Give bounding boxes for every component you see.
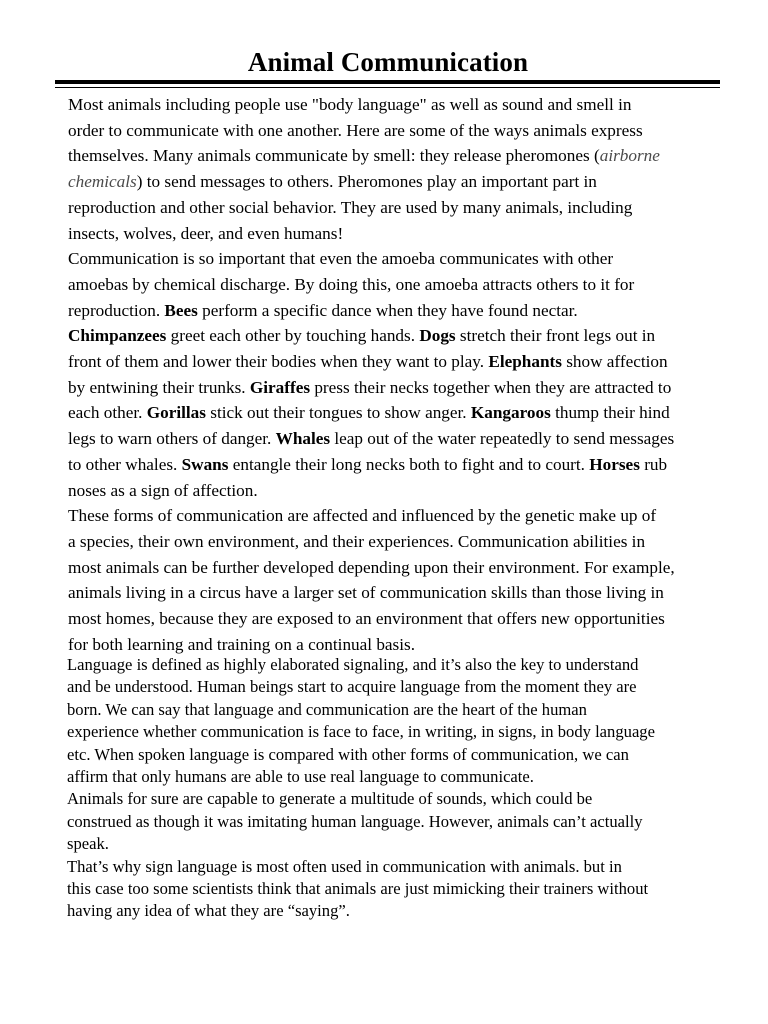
text-line: [53, 721, 728, 743]
text-line: [53, 298, 728, 324]
text-run: to other whales.: [68, 454, 182, 474]
text-line: [53, 744, 728, 766]
text-line: [53, 654, 728, 676]
text-run: by entwining their trunks.: [68, 377, 250, 397]
text-run: having any idea of what they are “saying”.: [67, 901, 350, 921]
text-line: [53, 323, 728, 349]
bold-term: Chimpanzees: [68, 326, 167, 346]
text-run: affirm that only humans are able to use real language to communicate.: [67, 767, 534, 787]
text-run: That’s why sign language is most often used in communication with animals. but in: [67, 856, 622, 876]
text-run: ) to send messages to others. Pheromones play an important part in: [136, 172, 597, 192]
title-rule-thick: [55, 80, 720, 84]
text-run: this case too some scientists think that animals are just mimicking their trainers without: [67, 879, 649, 899]
text-run: Communication is so important that even the amoeba communicates with other: [68, 249, 614, 269]
paragraph: [53, 788, 728, 855]
text-line: [53, 426, 728, 452]
text-run: perform a specific dance when they have found nectar.: [197, 300, 578, 320]
text-run: legs to warn others of danger.: [68, 429, 276, 449]
text-line: [53, 788, 728, 810]
paragraph: [53, 503, 728, 657]
text-line: [53, 143, 728, 169]
text-line: [53, 503, 728, 529]
paragraph: [53, 856, 728, 923]
text-run: etc. When spoken language is compared with other forms of communication, we can: [67, 744, 629, 764]
text-line: [53, 478, 728, 504]
text-line: [53, 246, 728, 272]
text-line: [53, 375, 728, 401]
text-line: [53, 118, 728, 144]
title-rule-thin: [55, 87, 720, 88]
text-line: [53, 400, 728, 426]
text-line: [53, 529, 728, 555]
bold-term: Dogs: [419, 326, 456, 346]
bold-term: Horses: [589, 454, 640, 474]
bold-term: Elephants: [488, 352, 562, 372]
text-run: press their necks together when they are attracted to: [310, 377, 672, 397]
text-run: leap out of the water repeatedly to send messages: [330, 429, 675, 449]
italic-term: chemicals: [68, 172, 137, 192]
text-run: amoebas by chemical discharge. By doing this, one amoeba attracts others to it for: [68, 274, 635, 294]
text-run: themselves. Many animals communicate by smell: they release pheromones (: [68, 146, 600, 166]
body-section-a: [53, 92, 728, 657]
page-title: Animal Communication: [247, 47, 529, 77]
text-run: experience whether communication is face to face, in writing, in signs, in body language: [67, 722, 655, 742]
text-line: [53, 349, 728, 375]
text-line: [53, 811, 728, 833]
text-run: speak.: [67, 834, 109, 854]
text-run: animals living in a circus have a larger set of communication skills than those living in: [68, 583, 664, 603]
text-run: construed as though it was imitating human language. However, animals can’t actually: [67, 811, 643, 831]
text-line: [53, 452, 728, 478]
bold-term: Gorillas: [146, 403, 206, 423]
body-section-b: [53, 654, 728, 923]
bold-term: Giraffes: [249, 377, 311, 397]
text-run: most homes, because they are exposed to an environment that offers new opportunities: [68, 609, 665, 629]
text-run: insects, wolves, deer, and even humans!: [68, 223, 344, 243]
text-run: order to communicate with one another. Here are some of the ways animals express: [68, 120, 643, 140]
text-line: [53, 92, 728, 118]
text-run: a species, their own environment, and their experiences. Communication abilities in: [68, 531, 646, 551]
italic-term: airborne: [599, 146, 660, 166]
text-run: These forms of communication are affected and influenced by the genetic make up of: [68, 506, 657, 526]
text-line: [53, 766, 728, 788]
text-run: reproduction and other social behavior. They are used by many animals, including: [68, 197, 633, 217]
text-line: [53, 195, 728, 221]
text-run: born. We can say that language and communication are the heart of the human: [67, 699, 587, 719]
paragraph: [53, 654, 728, 788]
text-line: [53, 900, 728, 922]
text-run: greet each other by touching hands.: [166, 326, 420, 346]
text-run: Animals for sure are capable to generate a multitude of sounds, which could be: [67, 789, 593, 809]
text-line: [53, 221, 728, 247]
text-run: stick out their tongues to show anger.: [205, 403, 471, 423]
text-line: [53, 272, 728, 298]
text-line: [53, 878, 728, 900]
text-line: [53, 676, 728, 698]
text-line: [53, 699, 728, 721]
text-run: reproduction.: [68, 300, 165, 320]
text-line: [53, 580, 728, 606]
text-run: Most animals including people use "body language" as well as sound and smell in: [68, 95, 632, 114]
bold-term: Kangaroos: [470, 403, 551, 423]
text-line: [53, 833, 728, 855]
text-line: [53, 856, 728, 878]
text-run: show affection: [561, 352, 668, 372]
text-run: each other.: [68, 403, 147, 423]
paragraph: [53, 246, 728, 503]
text-run: rub: [639, 454, 668, 474]
text-run: thump their hind: [550, 403, 670, 423]
bold-term: Whales: [275, 429, 331, 449]
text-run: Language is defined as highly elaborated signaling, and it’s also the key to understand: [67, 655, 639, 674]
text-run: most animals can be further developed depending upon their environment. For example,: [68, 557, 675, 577]
text-line: [53, 555, 728, 581]
paragraph: [53, 92, 728, 246]
text-line: [53, 169, 728, 195]
text-line: [53, 606, 728, 632]
text-run: stretch their front legs out in: [455, 326, 656, 346]
text-run: entangle their long necks both to fight and to court.: [228, 454, 590, 474]
bold-term: Swans: [181, 454, 229, 474]
text-run: and be understood. Human beings start to acquire language from the moment they are: [67, 677, 637, 697]
bold-term: Bees: [164, 300, 198, 320]
text-run: for both learning and training on a continual basis.: [68, 634, 416, 654]
text-run: front of them and lower their bodies when they want to play.: [68, 352, 489, 372]
text-run: noses as a sign of affection.: [68, 480, 258, 500]
